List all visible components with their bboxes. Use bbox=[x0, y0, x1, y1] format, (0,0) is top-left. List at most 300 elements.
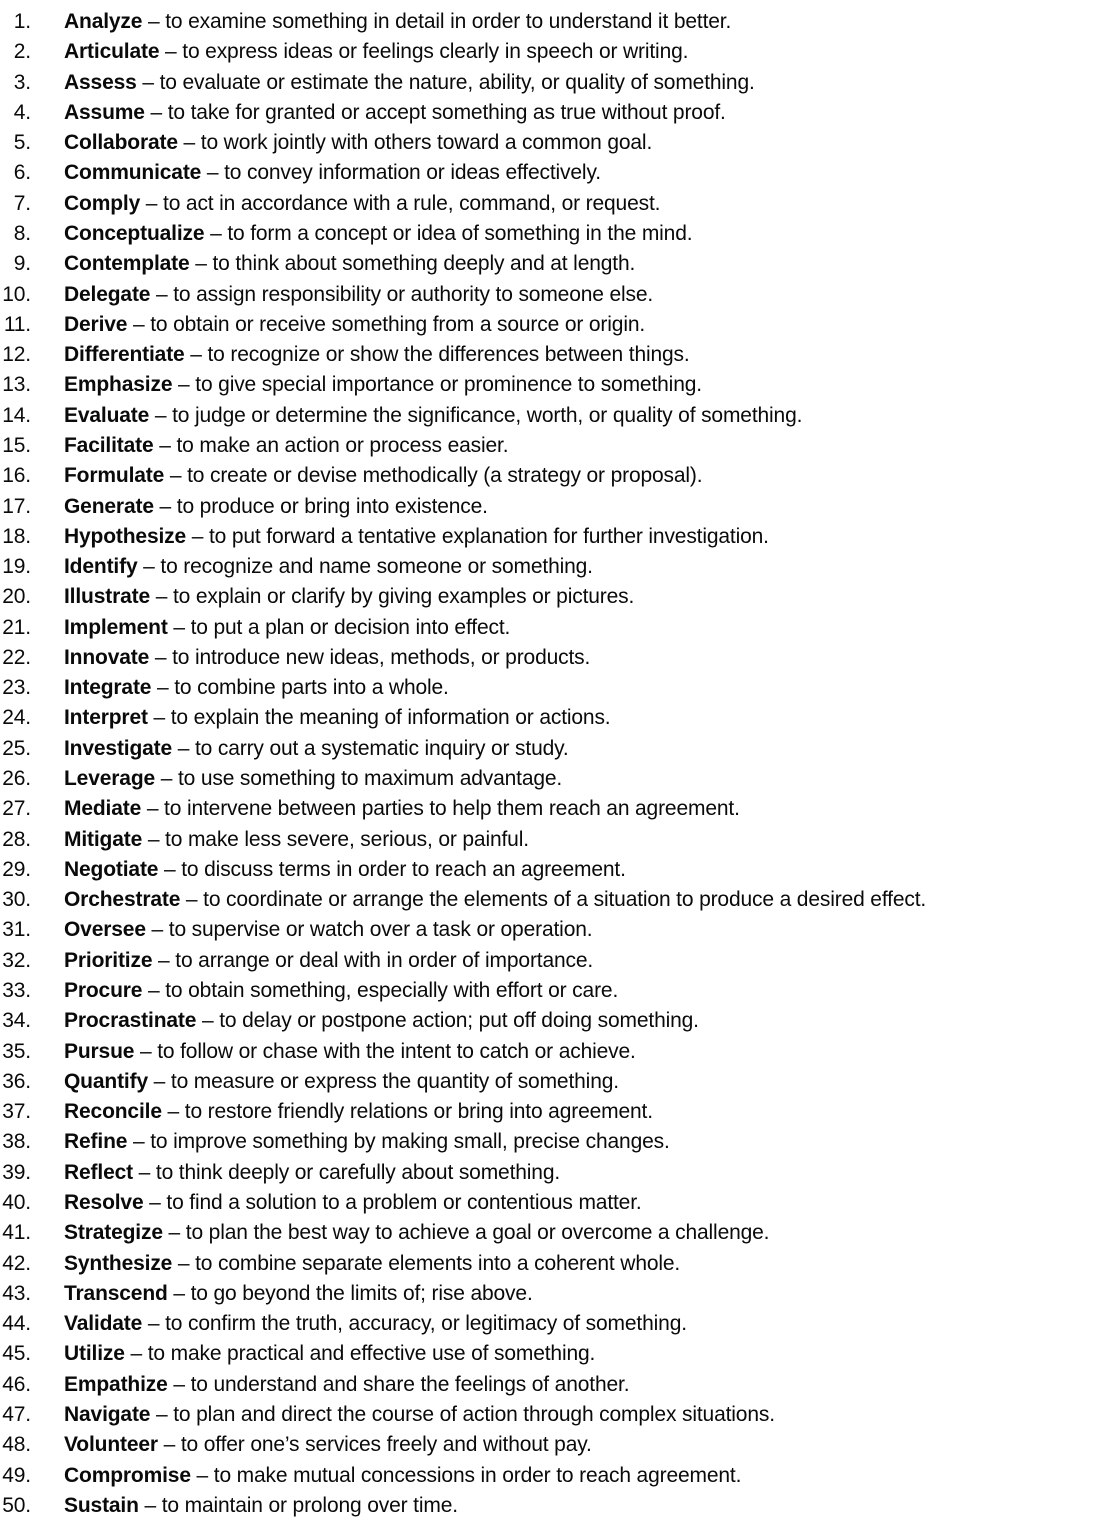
list-item-body bbox=[31, 98, 726, 128]
list-item-definition: to introduce new ideas, methods, or products. bbox=[172, 645, 591, 669]
list-item-term: Communicate bbox=[64, 161, 202, 185]
list-item-body bbox=[31, 1461, 741, 1491]
list-item-definition: to take for granted or accept something as true without proof. bbox=[167, 100, 726, 124]
list-item-body bbox=[31, 1370, 629, 1400]
list-item-term: Synthesize bbox=[64, 1251, 173, 1275]
list-item-separator: – bbox=[144, 100, 168, 124]
list-item-body bbox=[31, 1339, 595, 1369]
list-item-number: 18. bbox=[2, 524, 31, 548]
list-item-separator: – bbox=[153, 433, 177, 457]
list-item-number: 25. bbox=[2, 736, 31, 760]
list-item-definition: to form a concept or idea of something in the mind. bbox=[227, 221, 693, 245]
list-item-number: 40. bbox=[2, 1190, 31, 1214]
list-item-body bbox=[31, 703, 611, 733]
list-item-body bbox=[31, 7, 731, 37]
list-item-separator: – bbox=[150, 1402, 174, 1426]
list-item bbox=[0, 1158, 1106, 1188]
list-item-body bbox=[31, 370, 702, 400]
list-item-number: 48. bbox=[2, 1433, 31, 1457]
list-item-number: 10. bbox=[2, 282, 31, 306]
list-item-body bbox=[31, 1400, 775, 1430]
list-item bbox=[0, 68, 1106, 98]
list-item-term: Evaluate bbox=[64, 403, 150, 427]
list-item bbox=[0, 613, 1106, 643]
list-item-separator: – bbox=[177, 131, 201, 155]
list-item-definition: to put a plan or decision into effect. bbox=[190, 615, 511, 639]
list-item-separator: – bbox=[147, 1069, 171, 1093]
list-item-number: 39. bbox=[2, 1160, 31, 1184]
list-item bbox=[0, 976, 1106, 1006]
list-item-body bbox=[31, 340, 690, 370]
list-item-term: Compromise bbox=[64, 1463, 191, 1487]
list-item-body bbox=[31, 1279, 533, 1309]
list-item-term: Conceptualize bbox=[64, 221, 205, 245]
list-item-separator: – bbox=[142, 10, 166, 33]
list-item-number: 35. bbox=[2, 1039, 31, 1063]
list-item-body bbox=[31, 915, 592, 945]
list-item-number: 2. bbox=[13, 40, 31, 64]
list-item-separator: – bbox=[159, 40, 183, 64]
list-item-body bbox=[31, 128, 652, 158]
list-item bbox=[0, 1339, 1106, 1369]
list-item-body bbox=[31, 673, 449, 703]
list-item-body bbox=[31, 1188, 642, 1218]
list-item-body bbox=[31, 946, 593, 976]
list-item-definition: to assign responsibility or authority to someone else. bbox=[173, 282, 654, 306]
list-item bbox=[0, 825, 1106, 855]
list-item bbox=[0, 946, 1106, 976]
list-item bbox=[0, 885, 1106, 915]
list-item-definition: to examine something in detail in order to understand it better. bbox=[165, 10, 732, 33]
list-item-term: Facilitate bbox=[64, 433, 154, 457]
list-item-definition: to obtain or receive something from a source or origin. bbox=[150, 312, 646, 336]
list-item-separator: – bbox=[186, 524, 209, 548]
list-item-separator: – bbox=[142, 979, 166, 1002]
list-item bbox=[0, 1309, 1106, 1339]
list-item-definition: to restore friendly relations or bring into agreement. bbox=[184, 1100, 653, 1124]
list-item-term: Volunteer bbox=[64, 1433, 158, 1457]
list-item-number: 21. bbox=[2, 615, 31, 639]
list-item-number: 3. bbox=[13, 70, 31, 94]
list-item-body bbox=[31, 976, 618, 1006]
list-item-definition: to confirm the truth, accuracy, or legitimacy of something. bbox=[165, 1312, 687, 1336]
list-item-body bbox=[31, 401, 802, 431]
list-item-definition: to make practical and effective use of something. bbox=[147, 1342, 596, 1366]
list-item-body bbox=[31, 158, 601, 188]
list-item bbox=[0, 1249, 1106, 1279]
list-item-body bbox=[31, 1158, 560, 1188]
list-item-term: Comply bbox=[64, 191, 141, 215]
list-item-body bbox=[31, 1037, 636, 1067]
list-item-number: 30. bbox=[2, 888, 31, 912]
list-item bbox=[0, 673, 1106, 703]
list-item-number: 50. bbox=[2, 1493, 31, 1517]
list-item bbox=[0, 431, 1106, 461]
list-item-term: Validate bbox=[64, 1312, 143, 1336]
list-item-body bbox=[31, 764, 562, 794]
list-item-number: 46. bbox=[2, 1372, 31, 1396]
list-item bbox=[0, 158, 1106, 188]
list-item bbox=[0, 1461, 1106, 1491]
list-item-term: Implement bbox=[64, 615, 168, 639]
list-item bbox=[0, 1006, 1106, 1036]
list-item-term: Mitigate bbox=[64, 827, 143, 851]
list-item-body bbox=[31, 582, 634, 612]
list-item bbox=[0, 1279, 1106, 1309]
list-item bbox=[0, 1218, 1106, 1248]
list-item-body bbox=[31, 280, 653, 310]
list-item-separator: – bbox=[161, 1100, 185, 1124]
list-item-definition: to explain or clarify by giving examples or pictures. bbox=[172, 585, 635, 609]
list-item-number: 32. bbox=[2, 948, 31, 972]
list-item-term: Quantify bbox=[64, 1069, 148, 1093]
list-item-definition: to recognize and name someone or something. bbox=[160, 555, 593, 579]
list-item-body bbox=[31, 37, 688, 67]
list-item-definition: to maintain or prolong over time. bbox=[161, 1493, 458, 1517]
list-item-body bbox=[31, 885, 926, 915]
list-item-definition: to arrange or deal with in order of importance. bbox=[175, 948, 594, 972]
list-item-term: Empathize bbox=[64, 1372, 168, 1396]
list-item-body bbox=[31, 219, 692, 249]
list-item-term: Generate bbox=[64, 494, 154, 518]
list-item-number: 15. bbox=[2, 433, 31, 457]
list-item-term: Mediate bbox=[64, 797, 142, 821]
list-item-separator: – bbox=[140, 191, 164, 215]
list-item bbox=[0, 492, 1106, 522]
list-item-separator: – bbox=[162, 1221, 186, 1245]
list-item bbox=[0, 370, 1106, 400]
list-item-separator: – bbox=[137, 555, 161, 579]
list-item-separator: – bbox=[145, 918, 169, 942]
list-item-definition: to give special importance or prominence to something. bbox=[195, 373, 702, 397]
list-item-definition: to express ideas or feelings clearly in speech or writing. bbox=[182, 40, 689, 64]
list-item-separator: – bbox=[150, 585, 173, 609]
list-item-separator: – bbox=[149, 403, 173, 427]
list-item-body bbox=[31, 461, 702, 491]
list-item-body bbox=[31, 855, 626, 885]
list-item-body bbox=[31, 1218, 769, 1248]
list-item-separator: – bbox=[201, 161, 225, 185]
list-item-separator: – bbox=[151, 676, 175, 700]
list-item-number: 9. bbox=[13, 252, 31, 276]
list-item-separator: – bbox=[180, 888, 204, 912]
list-item-definition: to produce or bring into existence. bbox=[176, 494, 488, 518]
list-item-number: 36. bbox=[2, 1069, 31, 1093]
list-item-number: 41. bbox=[2, 1221, 31, 1245]
list-item-term: Contemplate bbox=[64, 252, 190, 276]
list-item bbox=[0, 1188, 1106, 1218]
list-item bbox=[0, 643, 1106, 673]
list-item-term: Pursue bbox=[64, 1039, 135, 1063]
list-item-term: Procrastinate bbox=[64, 1009, 197, 1033]
list-item-separator: – bbox=[189, 252, 213, 276]
list-item bbox=[0, 340, 1106, 370]
list-item-separator: – bbox=[152, 948, 176, 972]
list-item-term: Formulate bbox=[64, 464, 165, 488]
list-item-body bbox=[31, 794, 740, 824]
list-item-number: 7. bbox=[13, 191, 31, 215]
list-item-definition: to plan and direct the course of action through complex situations. bbox=[173, 1402, 775, 1426]
list-item-definition: to make mutual concessions in order to reach agreement. bbox=[213, 1463, 742, 1487]
list-item-term: Strategize bbox=[64, 1221, 163, 1245]
list-item-separator: – bbox=[167, 1372, 191, 1396]
list-item-definition: to convey information or ideas effectively. bbox=[224, 161, 601, 185]
list-item-separator: – bbox=[157, 1433, 181, 1457]
list-item-separator: – bbox=[190, 1463, 214, 1487]
list-item-body bbox=[31, 1067, 619, 1097]
list-item-number: 47. bbox=[2, 1402, 31, 1426]
list-item-number: 27. bbox=[2, 797, 31, 821]
list-item bbox=[0, 189, 1106, 219]
list-item-body bbox=[31, 1491, 458, 1521]
list-item-separator: – bbox=[153, 494, 177, 518]
list-item-separator: – bbox=[196, 1009, 220, 1033]
list-item-number: 19. bbox=[2, 555, 31, 579]
list-item-separator: – bbox=[136, 70, 160, 94]
list-item-number: 26. bbox=[2, 767, 31, 791]
list-item-separator: – bbox=[143, 1190, 167, 1214]
list-item-definition: to find a solution to a problem or contentious matter. bbox=[166, 1190, 642, 1214]
list-item-term: Transcend bbox=[64, 1281, 168, 1305]
list-item-definition: to recognize or show the differences between things. bbox=[207, 343, 690, 367]
list-item bbox=[0, 128, 1106, 158]
list-item-definition: to understand and share the feelings of another. bbox=[190, 1372, 630, 1396]
list-item-term: Interpret bbox=[64, 706, 148, 730]
list-item-term: Articulate bbox=[64, 40, 160, 64]
list-item bbox=[0, 734, 1106, 764]
list-item-separator: – bbox=[149, 645, 173, 669]
list-item-number: 34. bbox=[2, 1009, 31, 1033]
list-item-term: Collaborate bbox=[64, 131, 178, 155]
list-item-body bbox=[31, 189, 660, 219]
list-item bbox=[0, 794, 1106, 824]
list-item-term: Delegate bbox=[64, 282, 151, 306]
list-item-term: Innovate bbox=[64, 645, 150, 669]
list-item-number: 6. bbox=[13, 161, 31, 185]
list-item-definition: to explain the meaning of information or actions. bbox=[170, 706, 611, 730]
list-item-body bbox=[31, 643, 590, 673]
list-item bbox=[0, 1097, 1106, 1127]
list-item-term: Leverage bbox=[64, 767, 156, 791]
list-item-definition: to make an action or process easier. bbox=[176, 433, 509, 457]
list-item-number: 20. bbox=[2, 585, 31, 609]
list-item-definition: to intervene between parties to help them reach an agreement. bbox=[164, 797, 740, 821]
list-item-number: 45. bbox=[2, 1342, 31, 1366]
list-item-separator: – bbox=[172, 373, 196, 397]
list-item-term: Sustain bbox=[64, 1493, 139, 1517]
list-item-number: 17. bbox=[2, 494, 31, 518]
list-item-body bbox=[31, 552, 593, 582]
list-item-term: Hypothesize bbox=[64, 524, 187, 548]
list-item-term: Reflect bbox=[64, 1160, 133, 1184]
list-item-separator: – bbox=[141, 797, 165, 821]
list-item bbox=[0, 1370, 1106, 1400]
list-item-separator: – bbox=[127, 312, 151, 336]
list-item-definition: to evaluate or estimate the nature, ability, or quality of something. bbox=[159, 70, 755, 94]
list-item-definition: to offer one’s services freely and without pay. bbox=[180, 1433, 592, 1457]
list-item-number: 37. bbox=[2, 1100, 31, 1124]
list-item-term: Utilize bbox=[64, 1342, 125, 1366]
list-item-number: 16. bbox=[2, 464, 31, 488]
list-item-definition: to follow or chase with the intent to catch or achieve. bbox=[157, 1039, 636, 1063]
list-item bbox=[0, 522, 1106, 552]
list-item-term: Resolve bbox=[64, 1190, 144, 1214]
list-item-definition: to use something to maximum advantage. bbox=[177, 767, 563, 791]
list-item-number: 49. bbox=[2, 1463, 31, 1487]
list-item-number: 12. bbox=[2, 343, 31, 367]
list-item-number: 31. bbox=[2, 918, 31, 942]
list-item bbox=[0, 1037, 1106, 1067]
list-item-term: Derive bbox=[64, 312, 128, 336]
list-item-number: 5. bbox=[13, 131, 31, 155]
list-item-definition: to create or devise methodically (a strategy or proposal). bbox=[187, 464, 703, 488]
list-item-definition: to obtain something, especially with effort or care. bbox=[165, 979, 619, 1002]
list-item-term: Assume bbox=[64, 100, 145, 124]
list-item-number: 42. bbox=[2, 1251, 31, 1275]
list-item-body bbox=[31, 249, 635, 279]
list-item-definition: to think deeply or carefully about something. bbox=[155, 1160, 561, 1184]
list-item-separator: – bbox=[167, 615, 191, 639]
list-item-definition: to work jointly with others toward a common goal. bbox=[200, 131, 653, 155]
list-item-separator: – bbox=[147, 706, 171, 730]
list-item-definition: to delay or postpone action; put off doing something. bbox=[219, 1009, 699, 1033]
list-item-separator: – bbox=[134, 1039, 158, 1063]
list-item bbox=[0, 582, 1106, 612]
list-item-definition: to go beyond the limits of; rise above. bbox=[190, 1281, 533, 1305]
list-item-body bbox=[31, 522, 769, 552]
list-item-number: 28. bbox=[2, 827, 31, 851]
list-item bbox=[0, 461, 1106, 491]
list-item-number: 11. bbox=[3, 312, 31, 336]
list-item bbox=[0, 764, 1106, 794]
list-item-definition: to improve something by making small, precise changes. bbox=[150, 1130, 670, 1154]
list-item-body bbox=[31, 310, 645, 340]
list-item-separator: – bbox=[142, 1312, 166, 1336]
list-item-separator: – bbox=[132, 1160, 156, 1184]
list-item-separator: – bbox=[158, 857, 182, 881]
list-item-number: 43. bbox=[2, 1281, 31, 1305]
list-item bbox=[0, 855, 1106, 885]
list-item-definition: to combine parts into a whole. bbox=[174, 676, 449, 700]
list-item-number: 4. bbox=[13, 100, 31, 124]
list-item bbox=[0, 310, 1106, 340]
list-item-separator: – bbox=[184, 343, 208, 367]
list-item-definition: to plan the best way to achieve a goal or overcome a challenge. bbox=[185, 1221, 770, 1245]
list-item-number: 14. bbox=[2, 403, 31, 427]
list-item-body bbox=[31, 1097, 653, 1127]
list-item bbox=[0, 7, 1106, 37]
list-item-term: Assess bbox=[64, 70, 137, 94]
list-item-definition: to coordinate or arrange the elements of a situation to produce a desired effect. bbox=[203, 888, 927, 912]
list-item-separator: – bbox=[167, 1281, 191, 1305]
list-item-term: Investigate bbox=[64, 736, 173, 760]
list-item-term: Prioritize bbox=[64, 948, 153, 972]
list-item-definition: to put forward a tentative explanation for further investigation. bbox=[208, 524, 769, 548]
list-item-body bbox=[31, 613, 510, 643]
list-item-separator: – bbox=[138, 1493, 162, 1517]
list-item-body bbox=[31, 1309, 687, 1339]
list-item-definition: to judge or determine the significance, worth, or quality of something. bbox=[172, 403, 803, 427]
list-item bbox=[0, 280, 1106, 310]
list-item-body bbox=[31, 734, 569, 764]
list-item-definition: to measure or express the quantity of something. bbox=[170, 1069, 619, 1093]
list-item-body bbox=[31, 825, 529, 855]
list-item-definition: to carry out a systematic inquiry or study. bbox=[194, 736, 569, 760]
list-item bbox=[0, 915, 1106, 945]
list-item-number: 33. bbox=[2, 979, 31, 1002]
list-item-definition: to supervise or watch over a task or operation. bbox=[168, 918, 593, 942]
list-item-term: Analyze bbox=[64, 10, 143, 33]
list-item-separator: – bbox=[172, 1251, 196, 1275]
list-item-term: Differentiate bbox=[64, 343, 185, 367]
list-item-number: 29. bbox=[2, 857, 31, 881]
list-item-separator: – bbox=[172, 736, 195, 760]
list-item-separator: – bbox=[150, 282, 174, 306]
list-item bbox=[0, 703, 1106, 733]
list-item bbox=[0, 401, 1106, 431]
list-item-definition: to combine separate elements into a coherent whole. bbox=[195, 1251, 681, 1275]
list-item-term: Identify bbox=[64, 555, 138, 579]
list-item-body bbox=[31, 1006, 699, 1036]
list-item-term: Orchestrate bbox=[64, 888, 181, 912]
list-item-body bbox=[31, 1127, 670, 1157]
list-item-number: 22. bbox=[2, 645, 31, 669]
list-item-term: Integrate bbox=[64, 676, 152, 700]
list-item-definition: to discuss terms in order to reach an agreement. bbox=[181, 857, 626, 881]
list-item-number: 13. bbox=[2, 373, 31, 397]
list-item-number: 24. bbox=[2, 706, 31, 730]
list-item-body bbox=[31, 492, 488, 522]
list-item bbox=[0, 219, 1106, 249]
list-item-definition: to act in accordance with a rule, command, or request. bbox=[163, 191, 661, 215]
list-item-definition: to think about something deeply and at length. bbox=[212, 252, 636, 276]
list-item-number: 1. bbox=[13, 10, 31, 33]
list-item-term: Oversee bbox=[64, 918, 146, 942]
list-item bbox=[0, 98, 1106, 128]
list-item-term: Refine bbox=[64, 1130, 128, 1154]
list-item bbox=[0, 37, 1106, 67]
list-item-body bbox=[31, 1430, 592, 1460]
list-item-term: Navigate bbox=[64, 1402, 151, 1426]
list-item-separator: – bbox=[127, 1130, 151, 1154]
list-item-number: 23. bbox=[2, 676, 31, 700]
list-item-definition: to make less severe, serious, or painful. bbox=[165, 827, 529, 851]
list-item bbox=[0, 1400, 1106, 1430]
list-item-term: Procure bbox=[64, 979, 143, 1002]
list-item-number: 38. bbox=[2, 1130, 31, 1154]
list-item-number: 8. bbox=[13, 221, 31, 245]
list-item-term: Negotiate bbox=[64, 857, 159, 881]
list-item bbox=[0, 249, 1106, 279]
list-item bbox=[0, 552, 1106, 582]
list-item bbox=[0, 1491, 1106, 1521]
list-item-term: Reconcile bbox=[64, 1100, 162, 1124]
list-item-body bbox=[31, 431, 508, 461]
list-item-body bbox=[31, 68, 755, 98]
list-item bbox=[0, 1067, 1106, 1097]
list-item-separator: – bbox=[124, 1342, 148, 1366]
list-item-term: Illustrate bbox=[64, 585, 151, 609]
list-item-separator: – bbox=[164, 464, 188, 488]
list-item-number: 44. bbox=[2, 1312, 31, 1336]
list-item-term: Emphasize bbox=[64, 373, 173, 397]
list-item bbox=[0, 1127, 1106, 1157]
list-item-separator: – bbox=[142, 827, 166, 851]
list-item-separator: – bbox=[204, 221, 228, 245]
list-item bbox=[0, 1430, 1106, 1460]
list-item-body bbox=[31, 1249, 680, 1279]
list-item-separator: – bbox=[155, 767, 178, 791]
